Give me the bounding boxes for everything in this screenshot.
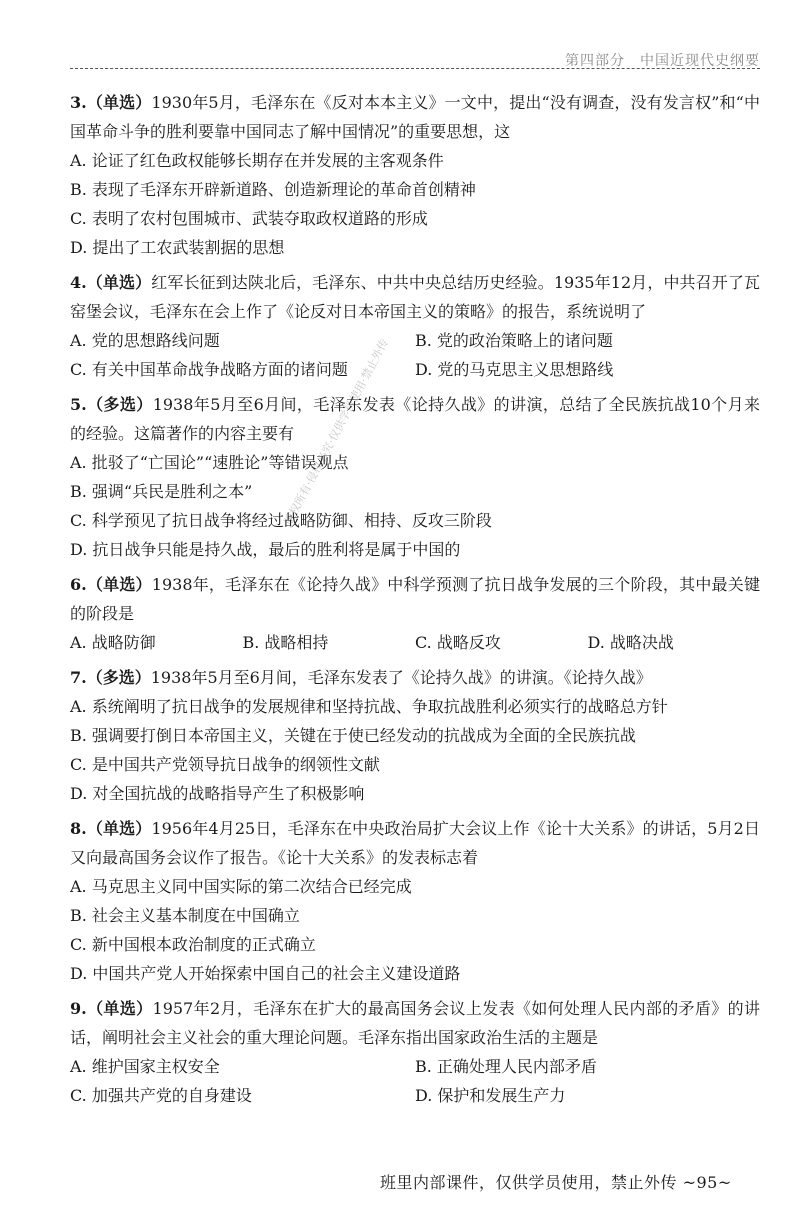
option-b: B. 强调“兵民是胜利之本” [70, 482, 253, 501]
question-text: 1930年5月，毛泽东在《反对本本主义》一文中，提出“没有调查，没有发言权”和“中国革命斗争的胜利要靠中国同志了解中国情况”的重要思想，这 [70, 93, 760, 141]
option-row [70, 1052, 760, 1081]
option-a: A. 维护国家主权安全 [70, 1057, 220, 1076]
question-type: （单选） [86, 93, 152, 112]
question-stem [70, 390, 760, 448]
question-text: 红军长征到达陕北后，毛泽东、中共中央总结历史经验。1935年12月，中共召开了瓦窑堡会议，毛泽东在会上作了《论反对日本帝国主义的策略》的报告，系统说明了 [70, 273, 760, 321]
question-6 [70, 570, 760, 657]
option-c: C. 表明了农村包围城市、武装夺取政权道路的形成 [70, 209, 428, 228]
question-stem [70, 994, 760, 1052]
option-d: D. 党的马克思主义思想路线 [415, 360, 614, 379]
question-text: 1956年4月25日，毛泽东在中央政治局扩大会议上作《论十大关系》的讲话，5月2日又向最高国务会议作了报告。《论十大关系》的发表标志着 [70, 819, 760, 867]
option-d: D. 中国共产党人开始探索中国自己的社会主义建设道路 [70, 964, 461, 983]
watermark: 版权所有·侵权必究·仅供学员使用·禁止外传 [281, 336, 392, 528]
question-type: （多选） [86, 395, 153, 414]
question-8 [70, 814, 760, 988]
option-a: A. 战略防御 [70, 633, 156, 652]
option-row [70, 1081, 760, 1110]
option-row [70, 326, 760, 355]
option-a: A. 批驳了“亡国论”“速胜论”等错误观点 [70, 453, 349, 472]
question-text: 1938年5月至6月间，毛泽东发表了《论持久战》的讲演。《论持久战》 [150, 668, 652, 687]
question-number: 5. [70, 395, 87, 414]
page-header: 第四部分 中国近现代史纲要 [565, 53, 760, 69]
page-footer: 班里内部课件，仅供学员使用，禁止外传 ~95~ [380, 1173, 732, 1192]
question-7 [70, 663, 760, 808]
question-text: 1938年5月至6月间，毛泽东发表《论持久战》的讲演，总结了全民族抗战10个月来的经验。这篇著作的内容主要有 [70, 395, 760, 443]
question-5 [70, 390, 760, 564]
question-type: （单选） [86, 819, 152, 838]
question-stem [70, 663, 760, 692]
option-row [70, 628, 760, 657]
option-b: B. 强调要打倒日本帝国主义，关键在于使已经发动的抗战成为全面的全民族抗战 [70, 726, 636, 745]
option-a: A. 马克思主义同中国实际的第二次结合已经完成 [70, 877, 412, 896]
option-a: A. 系统阐明了抗日战争的发展规律和坚持抗战、争取抗战胜利必须实行的战略总方针 [70, 697, 668, 716]
question-number: 7. [70, 668, 87, 687]
question-number: 4. [70, 273, 87, 292]
question-number: 6. [70, 575, 87, 594]
question-type: （单选） [86, 999, 153, 1018]
question-text: 1957年2月，毛泽东在扩大的最高国务会议上发表《如何处理人民内部的矛盾》的讲话，阐明社会主义社会的重大理论问题。毛泽东指出国家政治生活的主题是 [70, 999, 760, 1047]
option-c: C. 新中国根本政治制度的正式确立 [70, 935, 316, 954]
question-type: （单选） [86, 273, 152, 292]
question-4 [70, 268, 760, 384]
option-b: B. 战略相持 [242, 633, 329, 652]
question-number: 3. [70, 93, 87, 112]
option-b: B. 表现了毛泽东开辟新道路、创造新理论的革命首创精神 [70, 180, 476, 199]
question-stem [70, 814, 760, 872]
question-9 [70, 994, 760, 1110]
question-type: （单选） [86, 575, 152, 594]
option-d: D. 保护和发展生产力 [415, 1086, 566, 1105]
question-number: 9. [70, 999, 87, 1018]
option-row [70, 355, 760, 384]
option-a: A. 论证了红色政权能够长期存在并发展的主客观条件 [70, 151, 444, 170]
option-c: C. 加强共产党的自身建设 [70, 1086, 252, 1105]
header-divider [70, 68, 760, 69]
question-text: 1938年，毛泽东在《论持久战》中科学预测了抗日战争发展的三个阶段，其中最关键的阶段是 [70, 575, 760, 623]
option-b: B. 党的政治策略上的诸问题 [415, 331, 613, 350]
question-stem [70, 570, 760, 628]
option-a: A. 党的思想路线问题 [70, 331, 220, 350]
question-type: （多选） [86, 668, 151, 687]
question-number: 8. [70, 819, 87, 838]
question-3 [70, 88, 760, 262]
option-b: B. 正确处理人民内部矛盾 [415, 1057, 597, 1076]
option-d: D. 提出了工农武装割据的思想 [70, 238, 285, 257]
option-d: D. 抗日战争只能是持久战，最后的胜利将是属于中国的 [70, 540, 461, 559]
option-c: C. 是中国共产党领导抗日战争的纲领性文献 [70, 755, 380, 774]
question-stem [70, 88, 760, 146]
option-d: D. 对全国抗战的战略指导产生了积极影响 [70, 784, 365, 803]
option-c: C. 战略反攻 [415, 633, 501, 652]
option-c: C. 有关中国革命战争战略方面的诸问题 [70, 360, 348, 379]
option-b: B. 社会主义基本制度在中国确立 [70, 906, 300, 925]
option-c: C. 科学预见了抗日战争将经过战略防御、相持、反攻三阶段 [70, 511, 492, 530]
question-stem [70, 268, 760, 326]
option-d: D. 战略决战 [587, 633, 674, 652]
question-list [70, 88, 760, 1116]
